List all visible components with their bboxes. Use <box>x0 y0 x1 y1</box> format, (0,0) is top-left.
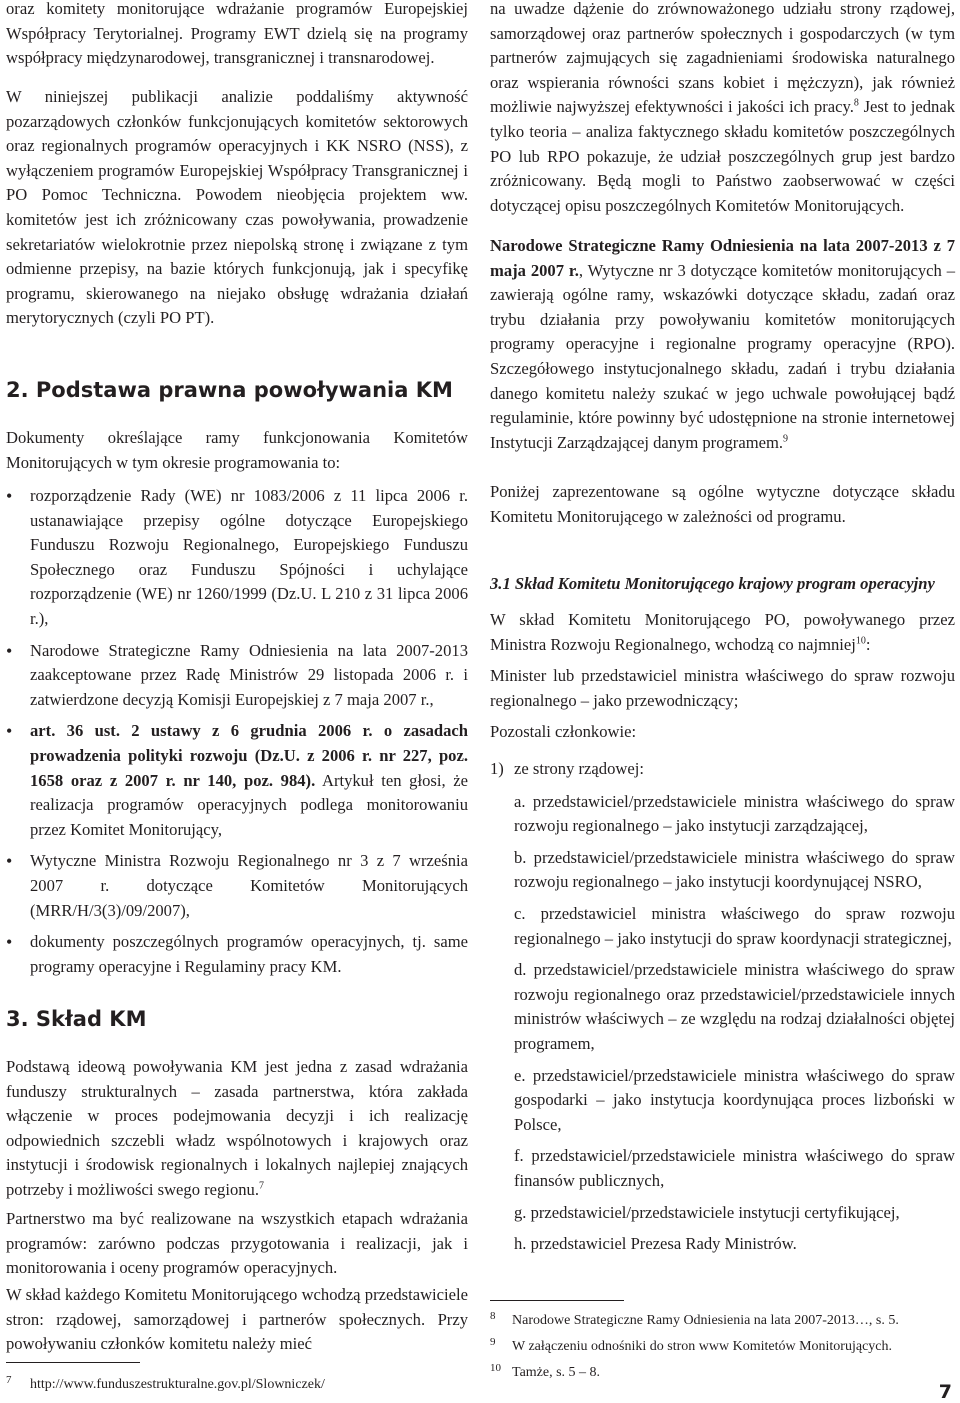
list-item: • dokumenty poszczególnych programów operacyjnych, tj. same programy operacyjne i Regulaminy pracy KM. <box>6 930 468 979</box>
list-item: f. przedstawiciel/przedstawiciele ministra właściwego do spraw finansów publicznych, <box>514 1146 955 1190</box>
members-list <box>490 757 955 1264</box>
footnote-divider <box>490 1300 624 1301</box>
footnote-divider <box>6 1362 140 1363</box>
footnote-ref: 10 <box>855 635 866 647</box>
list-item: • rozporządzenie Rady (WE) nr 1083/2006 z 11 lipca 2006 r. ustanawiające przepisy ogólne dotyczące Europejskiego Funduszu Rozwoju Regionalnego, Europejskiego Funduszu Społecznego oraz Funduszu Spójności i uchylające rozporządzenie (WE) nr 1260/1999 (Dz.U. L 210 z 31 lipca 2006 r.), <box>6 484 468 632</box>
paragraph-partnership-stages: Partnerstwo ma być realizowane na wszystkich etapach wdrażania programów: zarówno podczas przygotowania i realizacji, jak i monitorowania i oceny programów operacyjnych. <box>6 1209 468 1278</box>
list-item: • Wytyczne Ministra Rozwoju Regionalnego nr 3 z 7 września 2007 r. dotyczące Komitetów Monitorujących (MRR/H/3(3)/09/2007), <box>6 849 468 923</box>
legal-documents-list <box>6 484 468 986</box>
list-item: c. przedstawiciel ministra właściwego do spraw rozwoju regionalnego – jako instytucji do spraw koordynacji strategicznej, <box>514 903 955 948</box>
footnote-ref: 9 <box>783 433 789 445</box>
paragraph-other-members: Pozostali członkowie: <box>490 722 637 741</box>
paragraph-po-composition: W skład Komitetu Monitorującego PO, powoływanego przez Ministra Rozwoju Regionalnego, wchodzą co najmniej$^{10}$: <box>490 610 955 654</box>
paragraph-committee-parties: W skład każdego Komitetu Monitorującego wchodzą przedstawiciele stron: rządowej, samorządowej i partnerów społecznych. Przy powoływaniu członków komitetu należy mieć <box>6 1285 468 1354</box>
footnote-ref: 7 <box>259 1180 264 1192</box>
list-item: d. przedstawiciel/przedstawiciele ministra właściwego do spraw rozwoju regionalnego oraz przedstawiciel/przedstawiciele innych ministrów właściwych – ze względu na rodzaj działalności objętej programem, <box>514 960 955 1053</box>
paragraph-ewt: oraz komitety monitorujące wdrażanie programów Europejskiej Współpracy Terytorialnej. Programy EWT dzielą się na programy współpracy międzynarodowej, transgranicznej i transnarodowej. <box>6 0 468 68</box>
paragraph-partnership-principle: Podstawą ideową powoływania KM jest jedna z zasad wdrażania funduszy strukturalnych – zasada partnerstwa, która zakłada włączenie w proces podejmowania decyzji i ich realizację odpowiednich szczebli władz wspólnotowych i krajowych oraz instytucji i środowisk regionalnych i lokalnych najlepiej znających potrzeby i możliwości swego regionu.$^7$ <box>6 1057 468 1199</box>
list-item: a. przedstawiciel/przedstawiciele ministra właściwego do spraw rozwoju regionalnego – jako instytucji zarządzającej, <box>514 791 955 836</box>
section-heading-composition: 3. Skład KM <box>6 1007 147 1031</box>
list-item: b. przedstawiciel/przedstawiciele ministra właściwego do spraw rozwoju regionalnego – jako instytucji koordynującej NSRO, <box>514 847 955 892</box>
paragraph-guidelines: Narodowe Strategiczne Ramy Odniesienia na lata 2007-2013 z 7 maja 2007 r., Wytyczne nr 3 dotyczące komitetów monitorujących – zawierają ogólne ramy, wskazówki dotyczące składu, zadań oraz trybu działania przy powoływaniu komitetów monitorujących programy operacyjne i regionalne programy operacyjne (RPO). Szczegółowego instytucjonalnego składu, zadań i trybu działania danego komitetu należy szukać w jego uchwale powołującej bądź regulaminie, które powinny być udostępnione na stronie internetowej Instytucji Zarządzającej danym programem.$^9$ <box>490 236 955 452</box>
list-item: • art. 36 ust. 2 ustawy z 6 grudnia 2006 r. o zasadach prowadzenia polityki rozwoju (Dz.U. z 2006 r. nr 227, poz. 1658 oraz z 2007 r. nr 140, poz. 984). Artykuł ten głosi, że realizacja programów operacyjnych podlega monitorowaniu przez Komitet Monitorujący, <box>6 719 468 842</box>
paragraph-general-guidelines: Poniżej zaprezentowane są ogólne wytyczne dotyczące składu Komitetu Monitorującego w zależności od programu. <box>490 482 955 526</box>
paragraph-chairman: Minister lub przedstawiciel ministra właściwego do spraw rozwoju regionalnego – jako przewodniczący; <box>490 666 955 710</box>
list-item: 1) ze strony rządowej: <box>490 759 644 778</box>
paragraph-balanced-participation: na uwadze dążenie do zrównoważonego udziału strony rządowej, samorządowej oraz partnerów społecznych i gospodarczych (w tym partnerów zajmujących się zagadnieniami środowiska naturalnego oraz wspierania równości szans kobiet i mężczyzn), jak również możliwie najwyższej efektywności i jakości ich pracy.$^8$ Jest to jednak tylko teoria – analiza faktycznego składu komitetów poszczególnych PO lub RPO pokazuje, że udział poszczególnych grup jest bardzo zróżnicowany. Będą mogli to Państwo zaobserwować w części dotyczącej opisu poszczególnych Komitetów Monitorujących. <box>490 0 955 215</box>
document-page: oraz komitety monitorujące wdrażanie programów Europejskiej Współpracy Terytorialnej. Programy EWT dzielą się na programy współpracy międzynarodowej, transgranicznej i transnarodowej. W niniejszej publikacji analizie poddaliśmy aktywność pozarządowych członków funkcjonujących komitetów sektorowych oraz regionalnych programów operacyjnych i KK NSRO (NSS), z wyłączeniem programów Europejskiej Współpracy Transgranicznej i PO Pomoc Techniczna. Powodem nieobjęcia projektem ww. komitetów jest ich zróżnicowany czas powoływania, prowadzenie sekretariatów wielokrotnie przez niepolską stronę i związane z tym odmienne przepisy, na bazie których funkcjonują, jak i specyfikę programu, skierowanego na niejako obsługę wdrażania działań merytorycznych (czyli PO PT). 2. Podstawa prawna powoływania KM Dokumenty określające ramy funkcjonowania Komitetów Monitorujących w tym okresie programowania to: • rozporządzenie Rady (WE) nr 1083/2006 z 11 lipca 2006 r. ustanawiające przepisy ogólne dotyczące Europejskiego Funduszu Rozwoju Regionalnego, Europejskiego Funduszu Społecznego oraz Funduszu Spójności i uchylające rozporządzenie (WE) nr 1260/1999 (Dz.U. L 210 z 31 lipca 2006 r.), • Narodowe Strategiczne Ramy Odniesienia na lata 2007-2013 zaakceptowane przez Radę Ministrów 29 listopada 2006 r. i zatwierdzone decyzją Komisji Europejskiej z 7 maja 2007 r., • art. 36 ust. 2 ustawy z 6 grudnia 2006 r. o zasadach prowadzenia polityki rozwoju (Dz.U. z 2006 r. nr 227, poz. 1658 oraz z 2007 r. nr 140, poz. 984). Artykuł ten głosi, że realizacja programów operacyjnych podlega monitorowaniu przez Komitet Monitorujący, • Wytyczne Ministra Rozwoju Regionalnego nr 3 z 7 września 2007 r. dotyczące Komitetów Monitorujących (MRR/H/3(3)/09/2007), • dokumenty poszczególnych programów operacyjnych, tj. same programy operacyjne i Regulaminy pracy KM. 3. Skład KM Podstawą ideową powoływania KM jest jedna z zasad wdrażania funduszy strukturalnych – zasada partnerstwa, która zakłada włączenie w proces podejmowania decyzji i ich realizację odpowiednich szczebli władz wspólnotowych i krajowych oraz instytucji i środowisk regionalnych i lokalnych najlepiej znających potrzeby i możliwości swego regionu.$^7$ Partnerstwo ma być realizowane na wszystkich etapach wdrażania programów: zarówno podczas przygotowania i realizacji, jak i monitorowania i oceny programów operacyjnych. W skład każdego Komitetu Monitorującego wchodzą przedstawiciele stron: rządowej, samorządowej i partnerów społecznych. Przy powoływaniu członków komitetu należy mieć 7 http://www.funduszestrukturalne.gov.pl/Slowniczek/ na uwadze dążenie do zrównoważonego udziału strony rządowej, samorządowej oraz partnerów społecznych i gospodarczych (w tym partnerów zajmujących się zagadnieniami środowiska naturalnego oraz wspierania równości szans kobiet i mężczyzn), jak również możliwie najwyższej efektywności i jakości ich pracy.$^8$ Jest to jednak tylko teoria – analiza faktycznego składu komitetów poszczególnych PO lub RPO pokazuje, że udział poszczególnych grup jest bardzo zróżnicowany. Będą mogli to Państwo zaobserwować w części dotyczącej opisu poszczególnych Komitetów Monitorujących. Narodowe Strategiczne Ramy Odniesienia na lata 2007-2013 z 7 maja 2007 r., Wytyczne nr 3 dotyczące komitetów monitorujących – zawierają ogólne ramy, wskazówki dotyczące składu, zadań oraz trybu działania przy powoływaniu komitetów monitorujących programy operacyjne i regionalne programy operacyjne (RPO). Szczegółowego instytucjonalnego składu, zadań i trybu działania danego komitetu należy szukać w jego uchwale powołującej bądź regulaminie, które powinny być udostępnione na stronie internetowej Instytucji Zarządzającej danym programem.$^9$ Poniżej zaprezentowane są ogólne wytyczne dotyczące składu Komitetu Monitorującego w zależności od programu. 3.1 Skład Komitetu Monitorującego krajowy program operacyjny W skład Komitetu Monitorującego PO, powoływanego przez Ministra Rozwoju Regionalnego, wchodzą co najmniej$^{10}$: Minister lub przedstawiciel ministra właściwego do spraw rozwoju regionalnego – jako przewodniczący; Pozostali członkowie: 1) ze strony rządowej: a. przedstawiciel/przedstawiciele ministra właściwego do spraw rozwoju regionalnego – jako instytucji zarządzającej, b. przedstawiciel/przedstawiciele ministra właściwego do spraw rozwoju regionalnego – jako instytucji koordynującej NSRO, c. przedstawiciel ministra właściwego do spraw rozwoju regionalnego – jako instytucji do spraw koordynacji strategicznej, d. przedstawiciel/przedstawiciele ministra właściwego do spraw rozwoju regionalnego oraz przedstawiciel/przedstawiciele innych ministrów właściwych – ze względu na rodzaj działalności objętej programem, e. przedstawiciel/przedstawiciele ministra właściwego do spraw gospodarki – jako instytucja koordynująca proces lizboński w Polsce, f. przedstawiciel/przedstawiciele ministra właściwego do spraw finansów publicznych, g. przedstawiciel/przedstawiciele instytucji certyfikującej, h. przedstawiciel Prezesa Rady Ministrów. 8 Narodowe Strategiczne Ramy Odniesienia na lata 2007-2013…, s. 5. 9 W załączeniu odnośniki do stron www Komitetów Monitorujących. 10 Tamże, s. 5 – 8. 7 <box>0 0 960 1403</box>
paragraph-documents-intro: Dokumenty określające ramy funkcjonowania Komitetów Monitorujących w tym okresie programowania to: <box>6 428 468 472</box>
list-item: h. przedstawiciel Prezesa Rady Ministrów. <box>514 1234 797 1254</box>
subsection-heading: 3.1 Skład Komitetu Monitorującego krajowy program operacyjny <box>490 574 935 593</box>
list-item: g. przedstawiciel/przedstawiciele instytucji certyfikującej, <box>514 1202 900 1222</box>
list-item: e. przedstawiciel/przedstawiciele ministra właściwego do spraw gospodarki – jako instytucja koordynująca proces lizboński w Polsce, <box>514 1065 955 1134</box>
paragraph-analysis-scope: W niniejszej publikacji analizie poddaliśmy aktywność pozarządowych członków funkcjonujących komitetów sektorowych oraz regionalnych programów operacyjnych i KK NSRO (NSS), z wyłączeniem programów Europejskiej Współpracy Transgranicznej i PO Pomoc Techniczna. Powodem nieobjęcia projektem ww. komitetów jest ich zróżnicowany czas powoływania, prowadzenie sekretariatów wielokrotnie przez niepolską stronę i związane z tym odmienne przepisy, na bazie których funkcjonują, jak i specyfikę programu, skierowanego na niejako obsługę wdrażania działań merytorycznych (czyli PO PT). <box>6 87 468 328</box>
list-item: • Narodowe Strategiczne Ramy Odniesienia na lata 2007-2013 zaakceptowane przez Radę Ministrów 29 listopada 2006 r. i zatwierdzone decyzją Komisji Europejskiej z 7 maja 2007 r., <box>6 639 468 713</box>
section-heading-legal-basis: 2. Podstawa prawna powoływania KM <box>6 378 453 402</box>
page-number: 7 <box>938 1381 952 1403</box>
footnote-ref: 8 <box>853 97 859 109</box>
